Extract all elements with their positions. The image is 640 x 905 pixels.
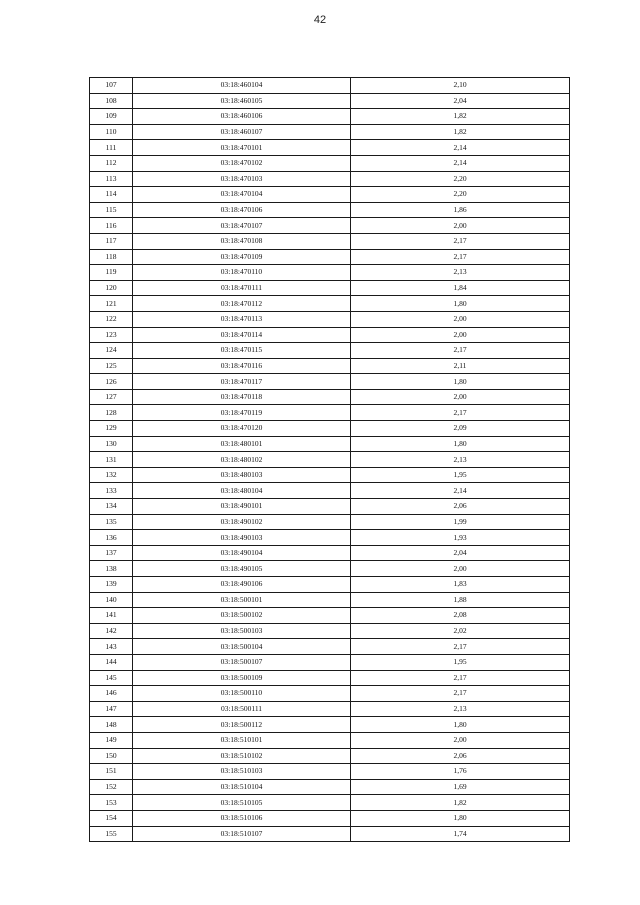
cadastral-number-cell: 03:18:480102 — [133, 452, 351, 468]
cadastral-number-cell: 03:18:470110 — [133, 265, 351, 281]
row-number-cell: 150 — [90, 748, 133, 764]
cadastral-number-cell: 03:18:470107 — [133, 218, 351, 234]
table-row — [90, 155, 570, 171]
value-cell: 2,00 — [351, 311, 570, 327]
row-number-cell: 118 — [90, 249, 133, 265]
value-cell: 2,17 — [351, 405, 570, 421]
value-cell: 1,74 — [351, 826, 570, 842]
table-row — [90, 623, 570, 639]
cadastral-number-cell: 03:18:490101 — [133, 499, 351, 515]
row-number-cell: 138 — [90, 561, 133, 577]
cadastral-number-cell: 03:18:460107 — [133, 124, 351, 140]
row-number-cell: 108 — [90, 93, 133, 109]
value-cell: 1,80 — [351, 717, 570, 733]
cadastral-number-cell: 03:18:510105 — [133, 795, 351, 811]
cadastral-number-cell: 03:18:490105 — [133, 561, 351, 577]
table-row — [90, 93, 570, 109]
value-cell: 1,80 — [351, 810, 570, 826]
value-cell: 1,95 — [351, 654, 570, 670]
row-number-cell: 122 — [90, 311, 133, 327]
cadastral-number-cell: 03:18:460105 — [133, 93, 351, 109]
value-cell: 2,14 — [351, 483, 570, 499]
row-number-cell: 140 — [90, 592, 133, 608]
table-row — [90, 233, 570, 249]
cadastral-number-cell: 03:18:500111 — [133, 701, 351, 717]
table-row — [90, 592, 570, 608]
value-cell: 1,99 — [351, 514, 570, 530]
cadastral-number-cell: 03:18:500112 — [133, 717, 351, 733]
row-number-cell: 113 — [90, 171, 133, 187]
row-number-cell: 107 — [90, 78, 133, 94]
value-cell: 2,13 — [351, 265, 570, 281]
table-row — [90, 670, 570, 686]
row-number-cell: 120 — [90, 280, 133, 296]
table-row — [90, 171, 570, 187]
value-cell: 1,82 — [351, 795, 570, 811]
cadastral-number-cell: 03:18:460106 — [133, 109, 351, 125]
value-cell: 2,02 — [351, 623, 570, 639]
table-row — [90, 296, 570, 312]
cadastral-number-cell: 03:18:470117 — [133, 374, 351, 390]
cadastral-number-cell: 03:18:470102 — [133, 155, 351, 171]
value-cell: 2,10 — [351, 78, 570, 94]
table-row — [90, 608, 570, 624]
value-cell: 2,00 — [351, 561, 570, 577]
table-row — [90, 639, 570, 655]
cadastral-number-cell: 03:18:470116 — [133, 358, 351, 374]
data-table — [89, 77, 570, 842]
table-body — [90, 78, 570, 842]
value-cell: 1,93 — [351, 530, 570, 546]
value-cell: 2,17 — [351, 686, 570, 702]
row-number-cell: 124 — [90, 343, 133, 359]
cadastral-number-cell: 03:18:510106 — [133, 810, 351, 826]
value-cell: 1,95 — [351, 467, 570, 483]
cadastral-number-cell: 03:18:510107 — [133, 826, 351, 842]
value-cell: 2,13 — [351, 452, 570, 468]
table-row — [90, 343, 570, 359]
cadastral-number-cell: 03:18:500101 — [133, 592, 351, 608]
cadastral-number-cell: 03:18:470111 — [133, 280, 351, 296]
row-number-cell: 139 — [90, 577, 133, 593]
value-cell: 2,04 — [351, 545, 570, 561]
value-cell: 2,13 — [351, 701, 570, 717]
value-cell: 2,20 — [351, 187, 570, 203]
table-row — [90, 732, 570, 748]
table-row — [90, 686, 570, 702]
table-row — [90, 249, 570, 265]
row-number-cell: 142 — [90, 623, 133, 639]
table-row — [90, 124, 570, 140]
cadastral-number-cell: 03:18:470106 — [133, 202, 351, 218]
value-cell: 2,14 — [351, 155, 570, 171]
row-number-cell: 109 — [90, 109, 133, 125]
table-row — [90, 717, 570, 733]
table-row — [90, 187, 570, 203]
row-number-cell: 147 — [90, 701, 133, 717]
table-row — [90, 140, 570, 156]
table-row — [90, 654, 570, 670]
row-number-cell: 144 — [90, 654, 133, 670]
page-number: 42 — [313, 14, 327, 26]
cadastral-number-cell: 03:18:500110 — [133, 686, 351, 702]
table-row — [90, 436, 570, 452]
cadastral-number-cell: 03:18:490104 — [133, 545, 351, 561]
row-number-cell: 145 — [90, 670, 133, 686]
value-cell: 1,88 — [351, 592, 570, 608]
cadastral-number-cell: 03:18:490102 — [133, 514, 351, 530]
row-number-cell: 117 — [90, 233, 133, 249]
row-number-cell: 115 — [90, 202, 133, 218]
cadastral-number-cell: 03:18:500103 — [133, 623, 351, 639]
row-number-cell: 112 — [90, 155, 133, 171]
table-row — [90, 701, 570, 717]
table-row — [90, 311, 570, 327]
value-cell: 2,17 — [351, 343, 570, 359]
value-cell: 2,00 — [351, 732, 570, 748]
cadastral-number-cell: 03:18:510102 — [133, 748, 351, 764]
table-row — [90, 826, 570, 842]
row-number-cell: 137 — [90, 545, 133, 561]
cadastral-number-cell: 03:18:500107 — [133, 654, 351, 670]
table-row — [90, 530, 570, 546]
value-cell: 1,84 — [351, 280, 570, 296]
cadastral-number-cell: 03:18:480101 — [133, 436, 351, 452]
table-row — [90, 265, 570, 281]
row-number-cell: 128 — [90, 405, 133, 421]
table-row — [90, 280, 570, 296]
table-row — [90, 218, 570, 234]
cadastral-number-cell: 03:18:490103 — [133, 530, 351, 546]
cadastral-number-cell: 03:18:470113 — [133, 311, 351, 327]
row-number-cell: 116 — [90, 218, 133, 234]
value-cell: 2,00 — [351, 327, 570, 343]
value-cell: 1,82 — [351, 124, 570, 140]
cadastral-number-cell: 03:18:500104 — [133, 639, 351, 655]
cadastral-number-cell: 03:18:470120 — [133, 421, 351, 437]
value-cell: 2,14 — [351, 140, 570, 156]
row-number-cell: 143 — [90, 639, 133, 655]
table-row — [90, 483, 570, 499]
row-number-cell: 110 — [90, 124, 133, 140]
row-number-cell: 119 — [90, 265, 133, 281]
cadastral-number-cell: 03:18:470108 — [133, 233, 351, 249]
row-number-cell: 127 — [90, 389, 133, 405]
value-cell: 1,69 — [351, 779, 570, 795]
cadastral-number-cell: 03:18:510101 — [133, 732, 351, 748]
value-cell: 1,80 — [351, 296, 570, 312]
value-cell: 1,83 — [351, 577, 570, 593]
table-row — [90, 779, 570, 795]
value-cell: 1,76 — [351, 764, 570, 780]
row-number-cell: 146 — [90, 686, 133, 702]
cadastral-number-cell: 03:18:490106 — [133, 577, 351, 593]
cadastral-number-cell: 03:18:470101 — [133, 140, 351, 156]
cadastral-number-cell: 03:18:460104 — [133, 78, 351, 94]
cadastral-number-cell: 03:18:500109 — [133, 670, 351, 686]
table-row — [90, 577, 570, 593]
value-cell: 2,04 — [351, 93, 570, 109]
table-row — [90, 405, 570, 421]
row-number-cell: 152 — [90, 779, 133, 795]
value-cell: 1,80 — [351, 436, 570, 452]
value-cell: 2,11 — [351, 358, 570, 374]
value-cell: 2,06 — [351, 499, 570, 515]
table-row — [90, 202, 570, 218]
row-number-cell: 135 — [90, 514, 133, 530]
row-number-cell: 131 — [90, 452, 133, 468]
value-cell: 2,17 — [351, 233, 570, 249]
value-cell: 2,17 — [351, 639, 570, 655]
value-cell: 2,00 — [351, 389, 570, 405]
cadastral-number-cell: 03:18:510103 — [133, 764, 351, 780]
value-cell: 1,80 — [351, 374, 570, 390]
table-row — [90, 78, 570, 94]
cadastral-number-cell: 03:18:470109 — [133, 249, 351, 265]
table-row — [90, 499, 570, 515]
value-cell: 1,82 — [351, 109, 570, 125]
cadastral-number-cell: 03:18:470114 — [133, 327, 351, 343]
row-number-cell: 126 — [90, 374, 133, 390]
row-number-cell: 123 — [90, 327, 133, 343]
row-number-cell: 132 — [90, 467, 133, 483]
row-number-cell: 148 — [90, 717, 133, 733]
row-number-cell: 153 — [90, 795, 133, 811]
table-row — [90, 545, 570, 561]
table-row — [90, 374, 570, 390]
row-number-cell: 125 — [90, 358, 133, 374]
table-row — [90, 421, 570, 437]
cadastral-number-cell: 03:18:470115 — [133, 343, 351, 359]
value-cell: 2,08 — [351, 608, 570, 624]
table-row — [90, 561, 570, 577]
value-cell: 2,00 — [351, 218, 570, 234]
cadastral-number-cell: 03:18:470119 — [133, 405, 351, 421]
table-row — [90, 389, 570, 405]
value-cell: 2,09 — [351, 421, 570, 437]
row-number-cell: 134 — [90, 499, 133, 515]
row-number-cell: 130 — [90, 436, 133, 452]
value-cell: 2,06 — [351, 748, 570, 764]
row-number-cell: 155 — [90, 826, 133, 842]
table-row — [90, 810, 570, 826]
cadastral-number-cell: 03:18:510104 — [133, 779, 351, 795]
cadastral-number-cell: 03:18:480103 — [133, 467, 351, 483]
value-cell: 2,17 — [351, 670, 570, 686]
row-number-cell: 151 — [90, 764, 133, 780]
table-row — [90, 748, 570, 764]
row-number-cell: 111 — [90, 140, 133, 156]
value-cell: 2,20 — [351, 171, 570, 187]
row-number-cell: 149 — [90, 732, 133, 748]
table-row — [90, 795, 570, 811]
cadastral-number-cell: 03:18:470104 — [133, 187, 351, 203]
row-number-cell: 136 — [90, 530, 133, 546]
row-number-cell: 133 — [90, 483, 133, 499]
row-number-cell: 121 — [90, 296, 133, 312]
table-row — [90, 327, 570, 343]
table-row — [90, 467, 570, 483]
value-cell: 2,17 — [351, 249, 570, 265]
table-row — [90, 109, 570, 125]
row-number-cell: 154 — [90, 810, 133, 826]
row-number-cell: 114 — [90, 187, 133, 203]
row-number-cell: 129 — [90, 421, 133, 437]
cadastral-number-cell: 03:18:470118 — [133, 389, 351, 405]
value-cell: 1,86 — [351, 202, 570, 218]
table-row — [90, 452, 570, 468]
cadastral-number-cell: 03:18:470103 — [133, 171, 351, 187]
row-number-cell: 141 — [90, 608, 133, 624]
cadastral-number-cell: 03:18:480104 — [133, 483, 351, 499]
table-row — [90, 358, 570, 374]
table-row — [90, 764, 570, 780]
cadastral-number-cell: 03:18:500102 — [133, 608, 351, 624]
table-row — [90, 514, 570, 530]
cadastral-number-cell: 03:18:470112 — [133, 296, 351, 312]
